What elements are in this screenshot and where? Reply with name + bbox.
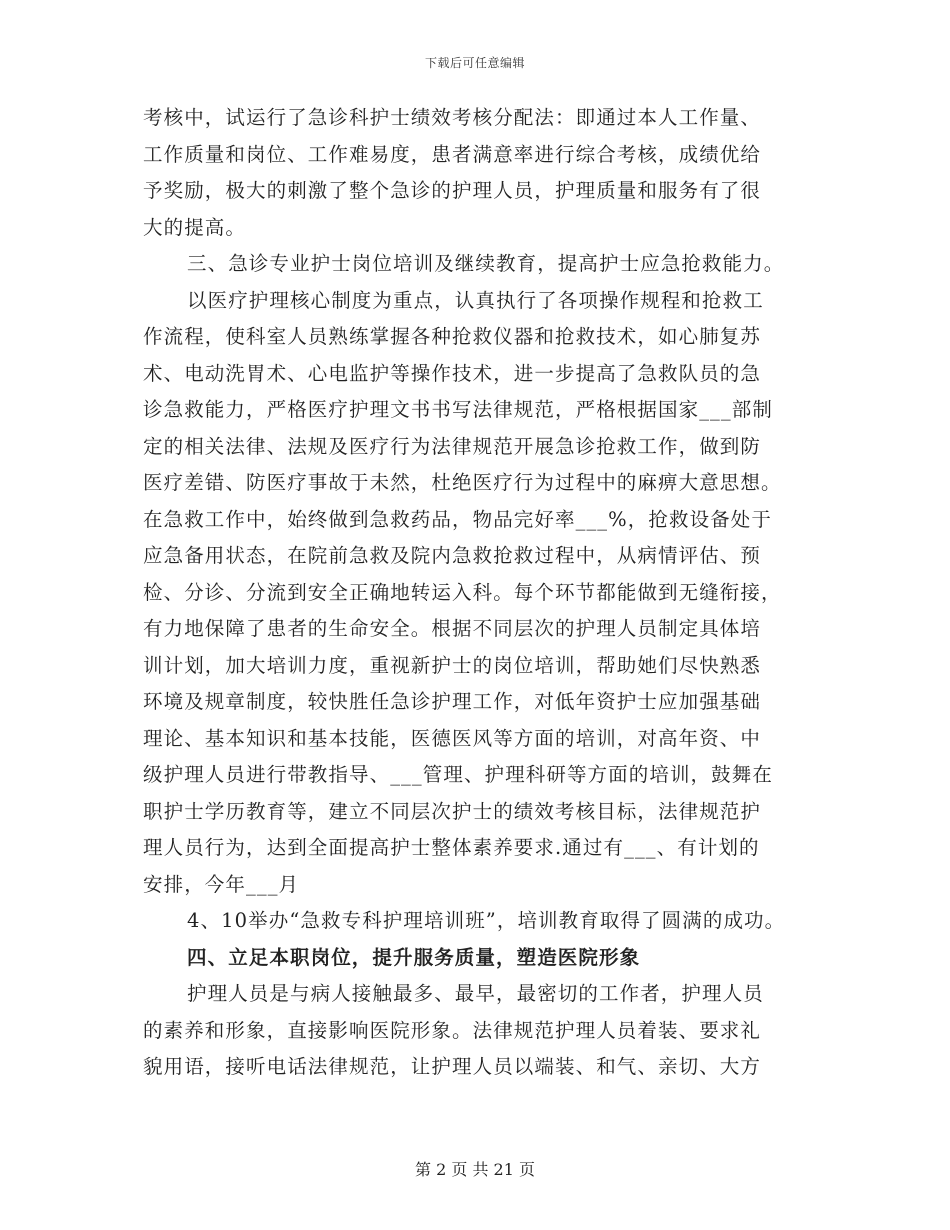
text-line: 貌用语，接听电话法律规范，让护理人员以端装、和气、亲切、大方	[143, 1055, 762, 1078]
text-line: 级护理人员进行带教指导、___管理、护理科研等方面的培训，鼓舞在	[143, 763, 773, 786]
text-line: 检、分诊、分流到安全正确地转运入科。每个环节都能做到无缝衔接，	[143, 580, 782, 604]
section-heading: 三、急诊专业护士岗位培训及继续教育，提高护士应急抢救能力。	[187, 252, 785, 275]
text-line: 定的相关法律、法规及医疗行为法律规范开展急诊抢救工作，做到防	[143, 434, 762, 458]
text-line: 诊急救能力，严格医疗护理文书书写法律规范，严格根据国家___部制	[143, 398, 773, 421]
text-line: 有力地保障了患者的生命安全。根据不同层次的护理人员制定具体培	[143, 617, 762, 640]
text-line: 的素养和形象，直接影响医院形象。法律规范护理人员着装、要求礼	[143, 1018, 762, 1042]
page-number: 第 2 页 共 21 页	[415, 1160, 535, 1179]
text-line: 予奖励，极大的刺激了整个急诊的护理人员，护理质量和服务有了很	[143, 179, 762, 202]
text-line: 作流程，使科室人员熟练掌握各种抢救仪器和抢救技术，如心肺复苏	[143, 325, 762, 348]
text-line: 考核中，试运行了急诊科护士绩效考核分配法：即通过本人工作量、	[143, 106, 762, 129]
text-line: 安排，今年___月	[143, 872, 300, 896]
text-line: 应急备用状态，在院前急救及院内急救抢救过程中，从病情评估、预	[143, 544, 762, 567]
text-line: 理论、基本知识和基本技能，医德医风等方面的培训，对高年资、中	[143, 726, 762, 750]
text-line: 在急救工作中，始终做到急救药品，物品完好率___%，抢救设备处于	[143, 507, 772, 531]
text-line: 大的提高。	[143, 215, 247, 239]
text-line: 以医疗护理核心制度为重点，认真执行了各项操作规程和抢救工	[187, 288, 764, 312]
text-line: 医疗差错、防医疗事故于未然，杜绝医疗行为过程中的麻痹大意思想。	[143, 471, 782, 494]
page-header: 下载后可任意编辑	[424, 56, 525, 70]
text-line: 术、电动洗胃术、心电监护等操作技术，进一步提高了急救队员的急	[143, 361, 762, 385]
text-line: 工作质量和岗位、工作难易度，患者满意率进行综合考核，成绩优给	[143, 142, 762, 166]
text-line: 环境及规章制度，较快胜任急诊护理工作，对低年资护士应加强基础	[143, 690, 762, 713]
document-body	[143, 100, 823, 1086]
text-line: 理人员行为，达到全面提高护士整体素养要求.通过有___、有计划的	[143, 836, 760, 859]
text-line: 职护士学历教育等，建立不同层次护士的绩效考核目标，法律规范护	[143, 799, 762, 823]
text-line: 4、10举办“急救专科护理培训班”，培训教育取得了圆满的成功。	[187, 909, 786, 932]
text-line: 训计划，加大培训力度，重视新护士的岗位培训，帮助她们尽快熟悉	[143, 653, 762, 677]
text-line: 护理人员是与病人接触最多、最早，最密切的工作者，护理人员	[187, 982, 764, 1005]
section-heading: 四、立足本职岗位，提升服务质量，塑造医院形象	[187, 945, 641, 969]
